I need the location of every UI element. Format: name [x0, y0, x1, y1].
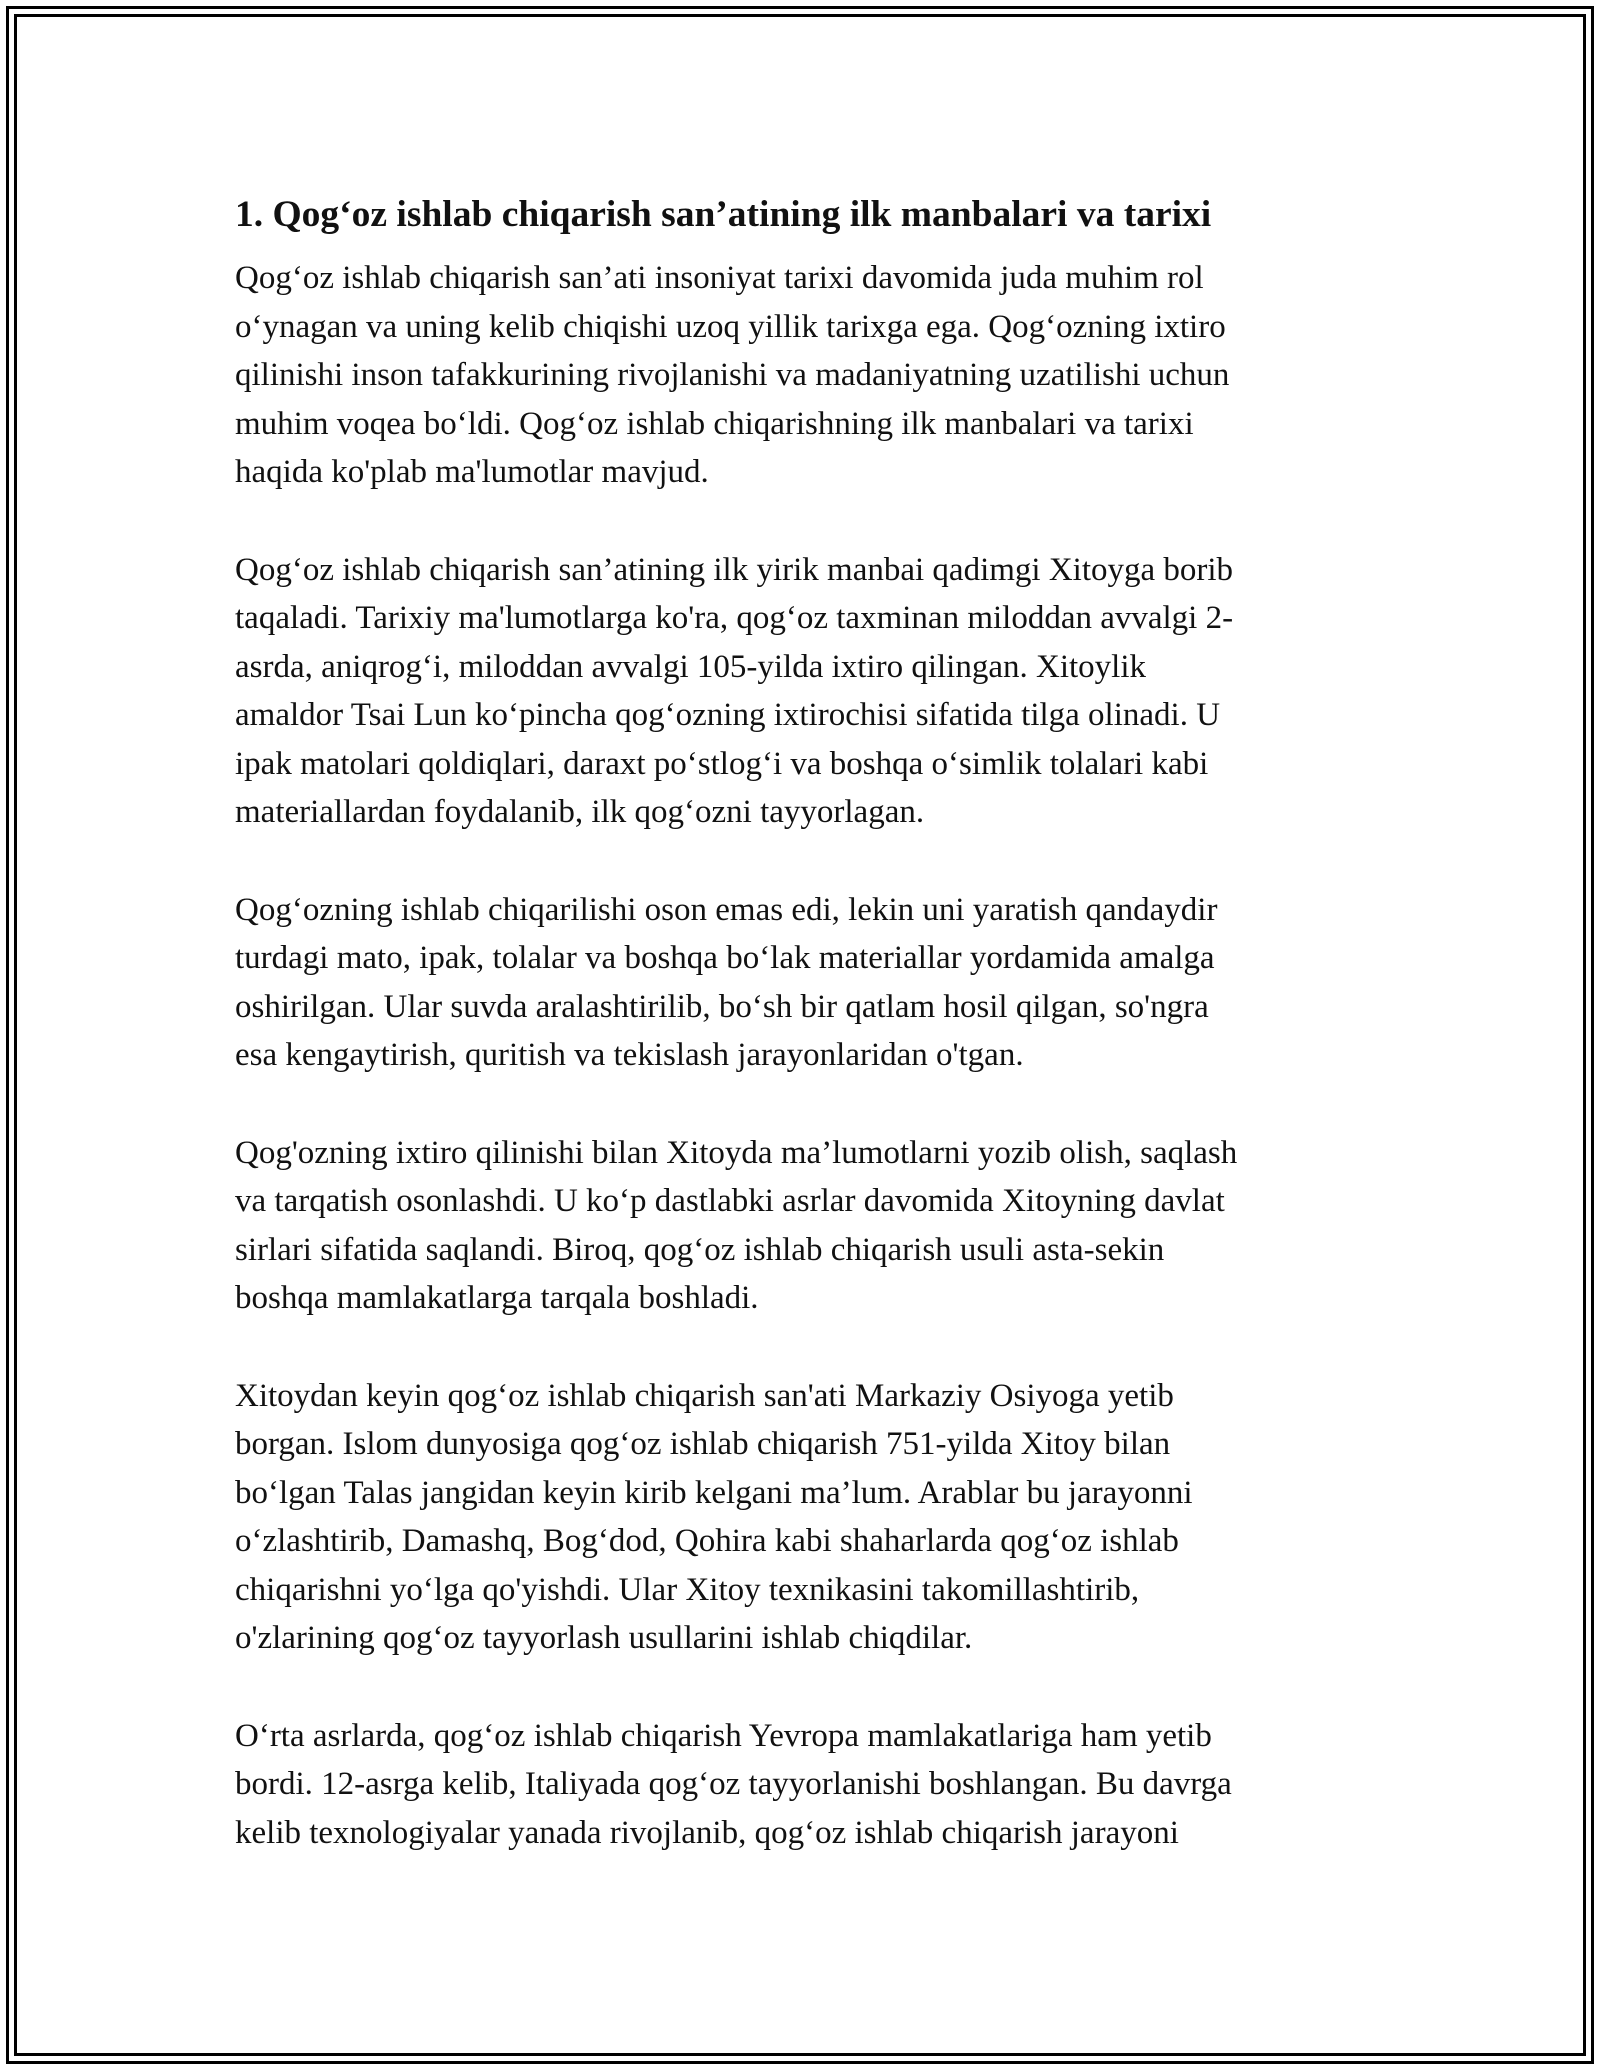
paragraph-3 [235, 886, 1385, 1080]
paragraph-5 [235, 1372, 1385, 1663]
text-line: O‘rta asrlarda, qog‘oz ishlab chiqarish Yevropa mamlakatlariga ham yetib [235, 1717, 1212, 1754]
text-line: chiqarishni yo‘lga qo'yishdi. Ular Xitoy texnikasini takomillashtirib, [235, 1571, 1140, 1608]
text-line: Xitoydan keyin qog‘oz ishlab chiqarish san'ati Markaziy Osiyoga yetib [235, 1377, 1174, 1414]
text-line: qilinishi inson tafakkurining rivojlanishi va madaniyatning uzatilishi uchun [235, 357, 1230, 393]
text-line: Qog‘ozning ishlab chiqarilishi oson emas edi, lekin uni yaratish qandaydir [235, 891, 1218, 928]
section-title: 1. Qog‘oz ishlab chiqarish san’atining ilk manbalari va tarixi [235, 194, 1212, 235]
text-line: boshqa mamlakatlarga tarqala boshladi. [235, 1280, 759, 1316]
text-line: taqaladi. Tarixiy ma'lumotlarga ko'ra, qog‘oz taxminan miloddan avvalgi 2- [235, 600, 1234, 636]
document-body [235, 188, 1385, 1906]
paragraph-6 [235, 1712, 1385, 1858]
text-line: muhim voqea bo‘ldi. Qog‘oz ishlab chiqarishning ilk manbalari va tarixi [235, 405, 1194, 442]
text-line: va tarqatish osonlashdi. U ko‘p dastlabki asrlar davomida Xitoyning davlat [235, 1183, 1225, 1219]
text-line: amaldor Tsai Lun ko‘pincha qog‘ozning ixtirochisi sifatida tilga olinadi. U [235, 697, 1221, 733]
text-line: asrda, aniqrog‘i, miloddan avvalgi 105-yilda ixtiro qilingan. Xitoylik [235, 648, 1146, 685]
text-line: ipak matolari qoldiqlari, daraxt po‘stlog‘i va boshqa o‘simlik tolalari kabi [235, 745, 1209, 782]
text-line: haqida ko'plab ma'lumotlar mavjud. [235, 454, 709, 490]
text-line: o‘zlashtirib, Damashq, Bog‘dod, Qohira kabi shaharlarda qog‘oz ishlab [235, 1523, 1179, 1559]
text-line: o'zlarining qog‘oz tayyorlash usullarini ishlab chiqdilar. [235, 1620, 973, 1656]
text-line: borgan. Islom dunyosiga qog‘oz ishlab chiqarish 751-yilda Xitoy bilan [235, 1426, 1171, 1462]
text-line: kelib texnologiyalar yanada rivojlanib, qog‘oz ishlab chiqarish jarayoni [235, 1814, 1179, 1851]
text-line: turdagi mato, ipak, tolalar va boshqa bo‘lak materiallar yordamida amalga [235, 940, 1215, 976]
text-line: Qog'ozning ixtiro qilinishi bilan Xitoyda ma’lumotlarni yozib olish, saqlash [235, 1134, 1238, 1171]
paragraph-2 [235, 546, 1385, 837]
paragraph-1 [235, 254, 1385, 497]
text-line: sirlari sifatida saqlandi. Biroq, qog‘oz ishlab chiqarish usuli asta-sekin [235, 1231, 1165, 1268]
paragraph-4 [235, 1129, 1385, 1323]
text-line: o‘ynagan va uning kelib chiqishi uzoq yillik tarixga ega. Qog‘ozning ixtiro [235, 308, 1226, 345]
text-line: esa kengaytirish, quritish va tekislash jarayonlaridan o'tgan. [235, 1037, 1024, 1073]
text-line: Qog‘oz ishlab chiqarish san’atining ilk yirik manbai qadimgi Xitoyga borib [235, 551, 1234, 588]
text-line: Qog‘oz ishlab chiqarish san’ati insoniyat tarixi davomida juda muhim rol [235, 260, 1204, 296]
text-line: materiallardan foydalanib, ilk qog‘ozni tayyorlagan. [235, 794, 925, 830]
text-line: bordi. 12-asrga kelib, Italiyada qog‘oz tayyorlanishi boshlangan. Bu davrga [235, 1766, 1232, 1802]
text-line: bo‘lgan Talas jangidan keyin kirib kelgani ma’lum. Arablar bu jarayonni [235, 1474, 1193, 1511]
text-line: oshirilgan. Ular suvda aralashtirilib, bo‘sh bir qatlam hosil qilgan, so'ngra [235, 988, 1209, 1025]
